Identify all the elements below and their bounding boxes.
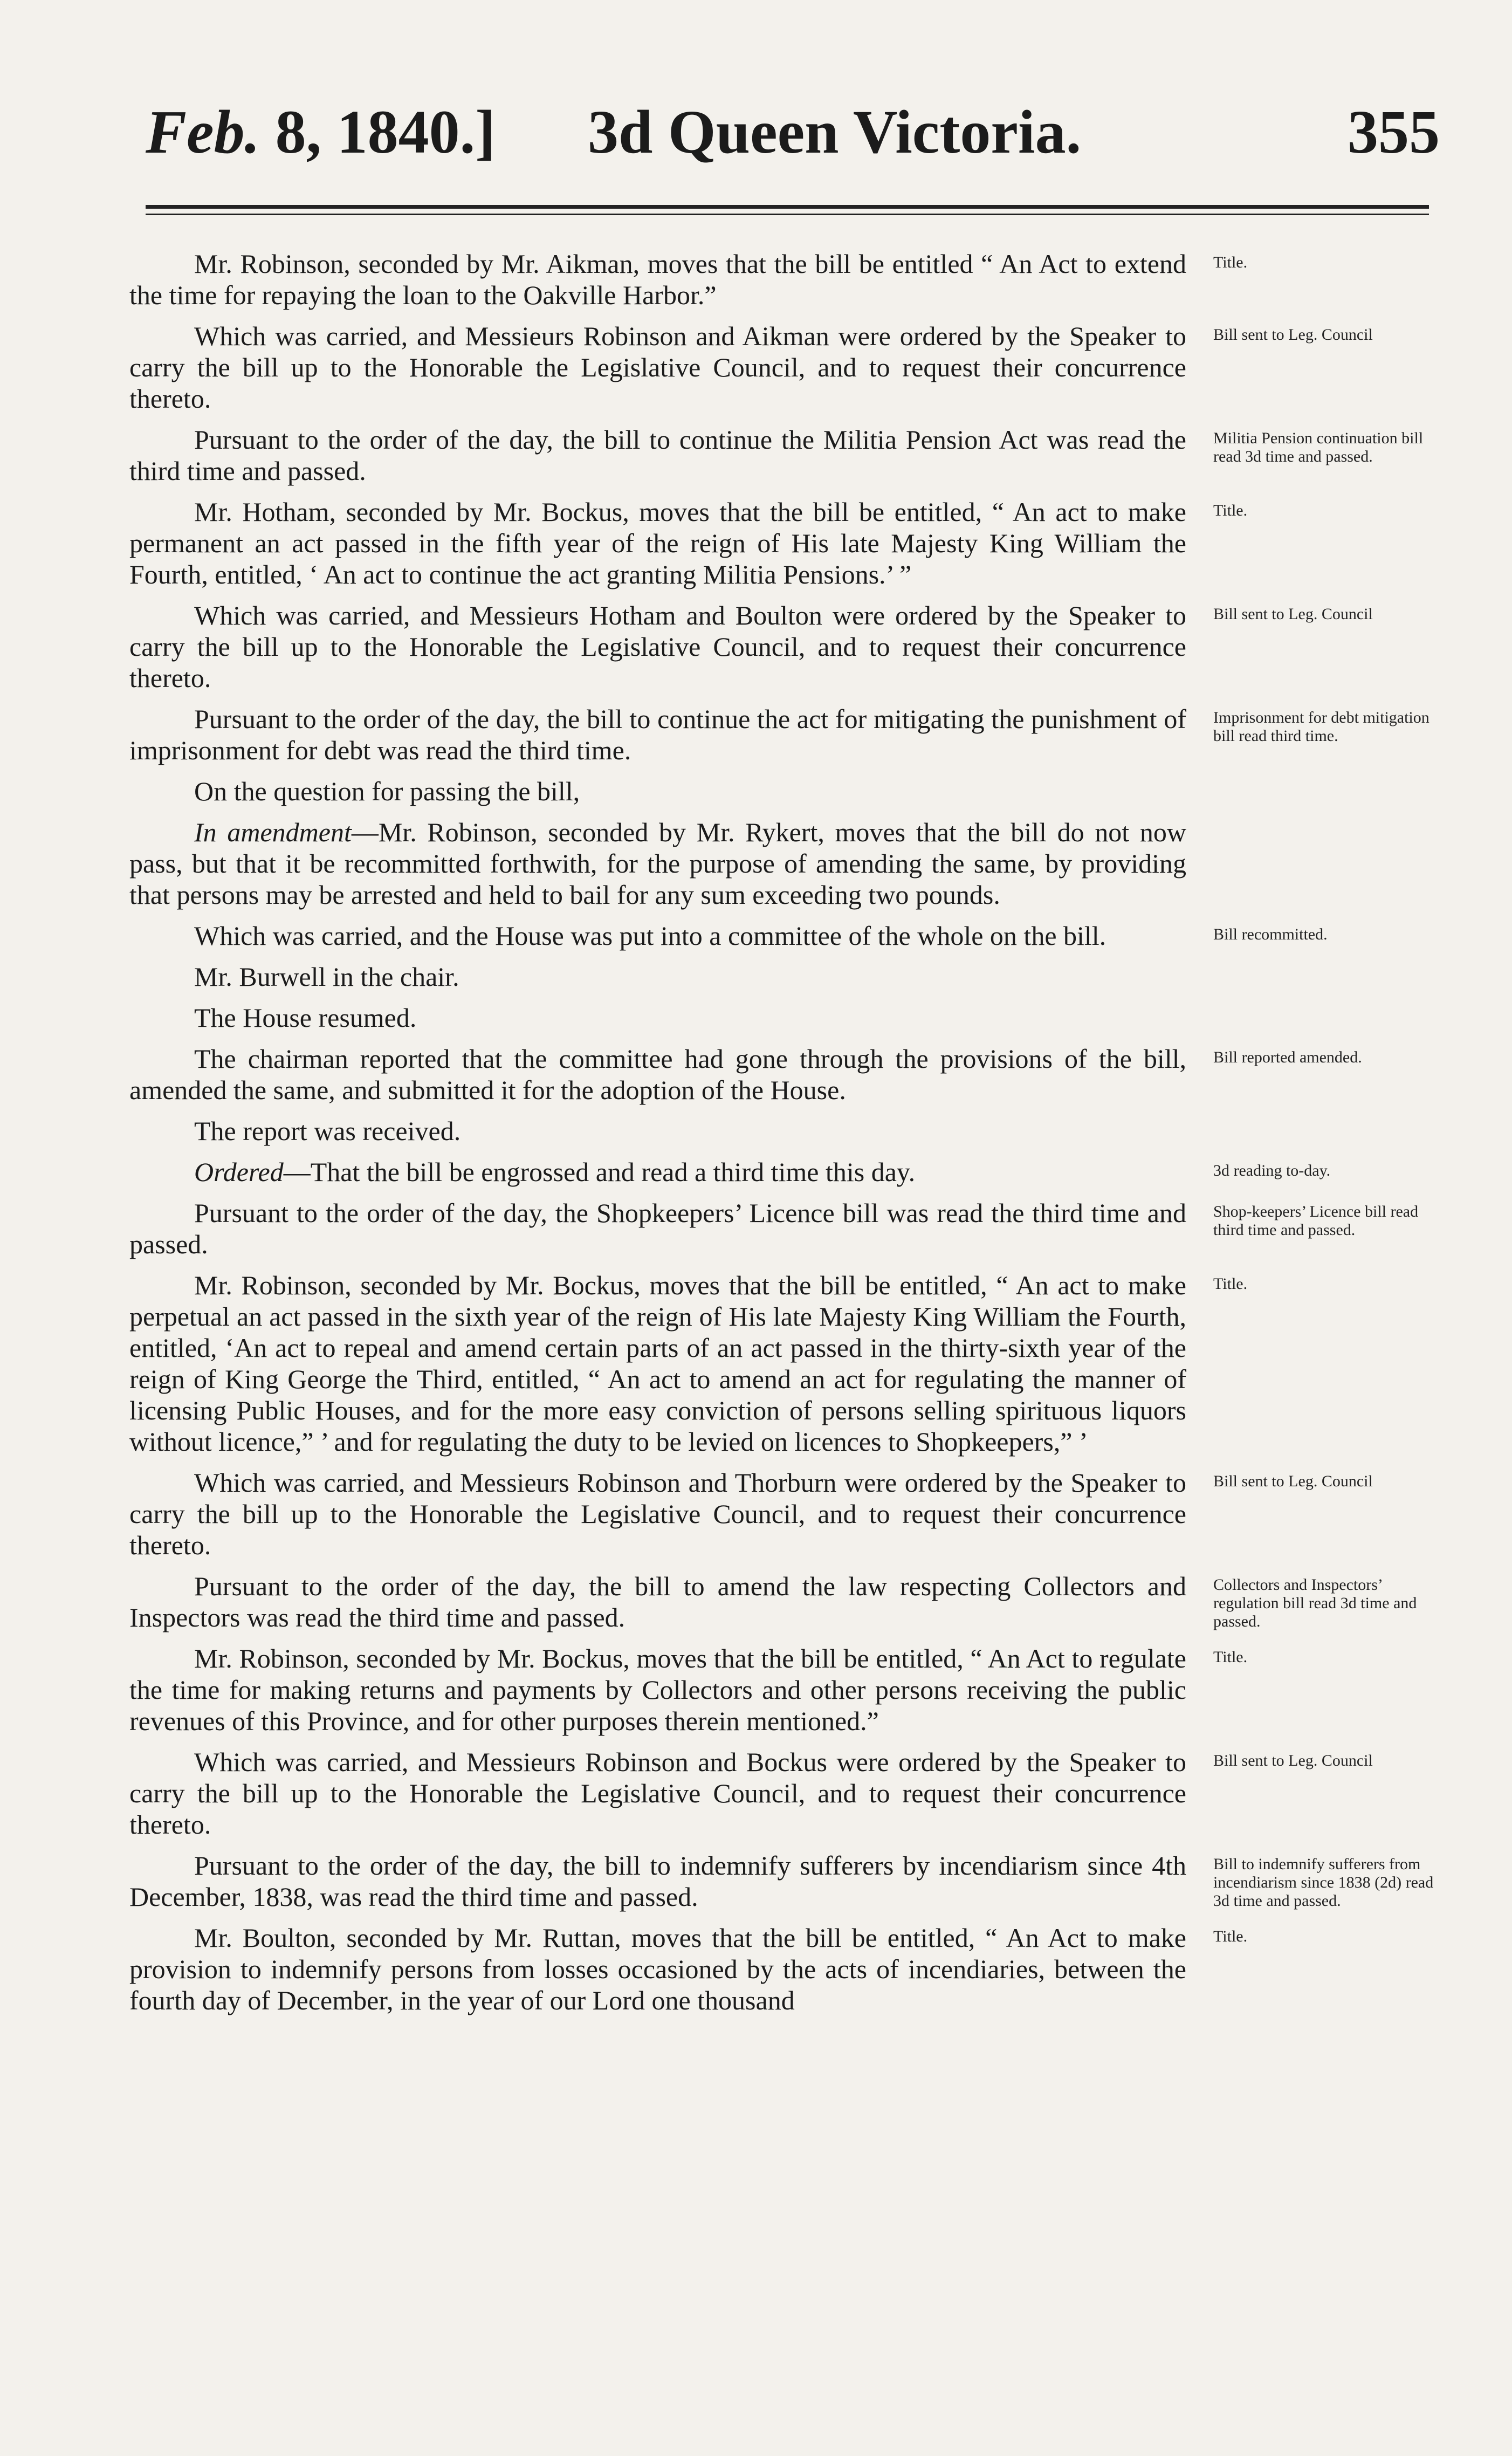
- header-rule-thin: [146, 214, 1429, 215]
- entry-lead: Ordered: [194, 1157, 284, 1187]
- entry-paragraph: [129, 1115, 1186, 1147]
- entry-paragraph: [129, 1156, 1186, 1188]
- entry-paragraph: [129, 600, 1186, 694]
- page-header: [146, 97, 1440, 189]
- journal-entry: [129, 1115, 1445, 1147]
- margin-note: Bill to indemnify sufferers from incendiarism since 1838 (2d) read 3d time and passed.: [1213, 1855, 1434, 1910]
- margin-note: Title.: [1213, 1275, 1248, 1293]
- entry-text: —That the bill be engrossed and read a third time this day.: [283, 1157, 916, 1187]
- entry-paragraph: [129, 1467, 1186, 1561]
- entry-text: Mr. Hotham, seconded by Mr. Bockus, moves that the bill be entitled, “ An act to make permanent an act passed in the fifth year of the reign of His late Majesty King William the Fourth, entitled, ‘ An act to continue the act granting Militia Pensions.’ ”: [129, 497, 1186, 589]
- entry-text: —Mr. Robinson, seconded by Mr. Rykert, moves that the bill do not now pass, but that it be recommitted forthwith, for the purpose of amending the same, by providing that persons may be arrested and held to bail for any sum exceeding two pounds.: [129, 817, 1186, 910]
- margin-note: 3d reading to-day.: [1213, 1162, 1331, 1179]
- header-rule: [146, 205, 1429, 209]
- header-title: 3d Queen Victoria.: [588, 98, 1082, 166]
- entry-text: Mr. Burwell in the chair.: [194, 962, 459, 992]
- margin-note: Imprisonment for debt mitigation bill read third time.: [1213, 709, 1429, 745]
- journal-entry: [129, 1467, 1445, 1561]
- entry-text: Which was carried, and Messieurs Hotham and Boulton were ordered by the Speaker to carry the bill up to the Honorable the Legislative Council, and to request their concurrence thereto.: [129, 600, 1186, 693]
- margin-note: [1213, 817, 1440, 822]
- journal-entry: [129, 1643, 1445, 1737]
- journal-entry: [129, 496, 1445, 590]
- margin-note: [1213, 776, 1440, 781]
- header-date: Feb. 8, 1840.]: [146, 98, 496, 166]
- journal-entry: [129, 600, 1445, 694]
- entry-lead: In amendment: [194, 817, 352, 847]
- journal-entry: [129, 320, 1445, 414]
- entry-paragraph: [129, 1922, 1186, 2016]
- margin-note: Bill sent to Leg. Council: [1213, 326, 1373, 344]
- entry-paragraph: [129, 1197, 1186, 1260]
- entry-paragraph: [129, 1270, 1186, 1457]
- journal-entry: [129, 1850, 1445, 1912]
- journal-entry: [129, 1156, 1445, 1188]
- margin-note: [1213, 1002, 1440, 1007]
- entry-text: Which was carried, and Messieurs Robinson and Aikman were ordered by the Speaker to carry the bill up to the Honorable the Legislative Council, and to request their concurrence thereto.: [129, 321, 1186, 414]
- journal-entry: [129, 1197, 1445, 1260]
- entry-paragraph: [129, 776, 1186, 807]
- margin-note: Bill recommitted.: [1213, 925, 1328, 943]
- journal-entry: [129, 1746, 1445, 1840]
- margin-note: Title.: [1213, 1648, 1248, 1666]
- journal-entry: [129, 961, 1445, 992]
- entry-text: Which was carried, and the House was put into a committee of the whole on the bill.: [194, 921, 1106, 951]
- journal-entry: [129, 920, 1445, 951]
- journal-entry: [129, 817, 1445, 910]
- entry-paragraph: [129, 320, 1186, 414]
- margin-note: Bill sent to Leg. Council: [1213, 1752, 1373, 1769]
- entry-text: Pursuant to the order of the day, the bill to continue the act for mitigating the punishment of imprisonment for debt was read the third time.: [129, 704, 1186, 765]
- entry-paragraph: [129, 1643, 1186, 1737]
- margin-note: Bill sent to Leg. Council: [1213, 1472, 1373, 1490]
- margin-note: [1213, 1115, 1440, 1121]
- journal-entry: [129, 1570, 1445, 1633]
- margin-note: Bill sent to Leg. Council: [1213, 605, 1373, 623]
- entry-paragraph: [129, 1002, 1186, 1033]
- journal-entry: [129, 1002, 1445, 1033]
- entry-paragraph: [129, 1043, 1186, 1106]
- margin-note: Collectors and Inspectors’ regulation bill read 3d time and passed.: [1213, 1576, 1417, 1630]
- entry-text: Which was carried, and Messieurs Robinson and Bockus were ordered by the Speaker to carry the bill up to the Honorable the Legislative Council, and to request their concurrence thereto.: [129, 1747, 1186, 1840]
- journal-entry: [129, 1270, 1445, 1457]
- entry-paragraph: [129, 817, 1186, 910]
- journal-entry: [129, 776, 1445, 807]
- journal-entry: [129, 1922, 1445, 2016]
- entry-paragraph: [129, 1850, 1186, 1912]
- margin-note: Title.: [1213, 502, 1248, 519]
- journal-entry: [129, 1043, 1445, 1106]
- margin-note: Shop-keepers’ Licence bill read third time and passed.: [1213, 1203, 1419, 1239]
- entry-paragraph: [129, 1746, 1186, 1840]
- journal-entry: [129, 703, 1445, 766]
- entry-text: Pursuant to the order of the day, the bill to indemnify sufferers by incendiarism since 4th December, 1838, was read the third time and passed.: [129, 1850, 1186, 1912]
- margin-note: Bill reported amended.: [1213, 1048, 1362, 1066]
- entry-text: Mr. Robinson, seconded by Mr. Aikman, moves that the bill be entitled “ An Act to extend the time for repaying the loan to the Oakville Harbor.”: [129, 249, 1186, 310]
- entry-text: The report was received.: [194, 1116, 461, 1146]
- entry-text: Which was carried, and Messieurs Robinson and Thorburn were ordered by the Speaker to carry the bill up to the Honorable the Legislative Council, and to request their concurrence thereto.: [129, 1467, 1186, 1560]
- entry-paragraph: [129, 703, 1186, 766]
- margin-note: Title.: [1213, 253, 1248, 271]
- entry-text: The chairman reported that the committee had gone through the provisions of the bill, amended the same, and submitted it for the adoption of the House.: [129, 1044, 1186, 1105]
- journal-entry: [129, 248, 1445, 311]
- entry-text: Mr. Robinson, seconded by Mr. Bockus, moves that the bill be entitled, “ An act to make perpetual an act passed in the sixth year of the reign of His late Majesty King William the Fourth, entitled, ‘An act to repeal and amend certain parts of an act passed in the thirty-sixth year of the reign of King George the Third, entitled, “ An act to amend an act for regulating the manner of licensing Public Houses, and for the more easy conviction of persons selling spirituous liquors without licence,” ’ and for regulating the duty to be levied on licences to Shopkeepers,” ’: [129, 1270, 1186, 1457]
- entry-text: The House resumed.: [194, 1003, 417, 1033]
- journal-entry: [129, 424, 1445, 486]
- entry-text: Mr. Robinson, seconded by Mr. Bockus, moves that the bill be entitled, “ An Act to regulate the time for making returns and payments by Collectors and other persons receiving the public revenues of this Province, and for other purposes therein mentioned.”: [129, 1643, 1186, 1736]
- entry-text: Pursuant to the order of the day, the bill to amend the law respecting Collectors and Inspectors was read the third time and passed.: [129, 1571, 1186, 1632]
- entry-paragraph: [129, 248, 1186, 311]
- entry-text: Mr. Boulton, seconded by Mr. Ruttan, moves that the bill be entitled, “ An Act to make provision to indemnify persons from losses occasioned by the acts of incendiaries, between the fourth day of December, in the year of our Lord one thousand: [129, 1923, 1186, 2015]
- proceedings: [129, 248, 1445, 2026]
- page-number: 355: [1348, 98, 1440, 166]
- margin-note: Title.: [1213, 1927, 1248, 1945]
- entry-text: On the question for passing the bill,: [194, 776, 580, 806]
- entry-text: Pursuant to the order of the day, the bill to continue the Militia Pension Act was read the third time and passed.: [129, 424, 1186, 486]
- entry-paragraph: [129, 496, 1186, 590]
- entry-paragraph: [129, 424, 1186, 486]
- entry-text: Pursuant to the order of the day, the Shopkeepers’ Licence bill was read the third time and passed.: [129, 1198, 1186, 1259]
- margin-note: Militia Pension continuation bill read 3d time and passed.: [1213, 429, 1424, 465]
- margin-note: [1213, 961, 1440, 966]
- entry-paragraph: [129, 961, 1186, 992]
- entry-paragraph: [129, 920, 1186, 951]
- entry-paragraph: [129, 1570, 1186, 1633]
